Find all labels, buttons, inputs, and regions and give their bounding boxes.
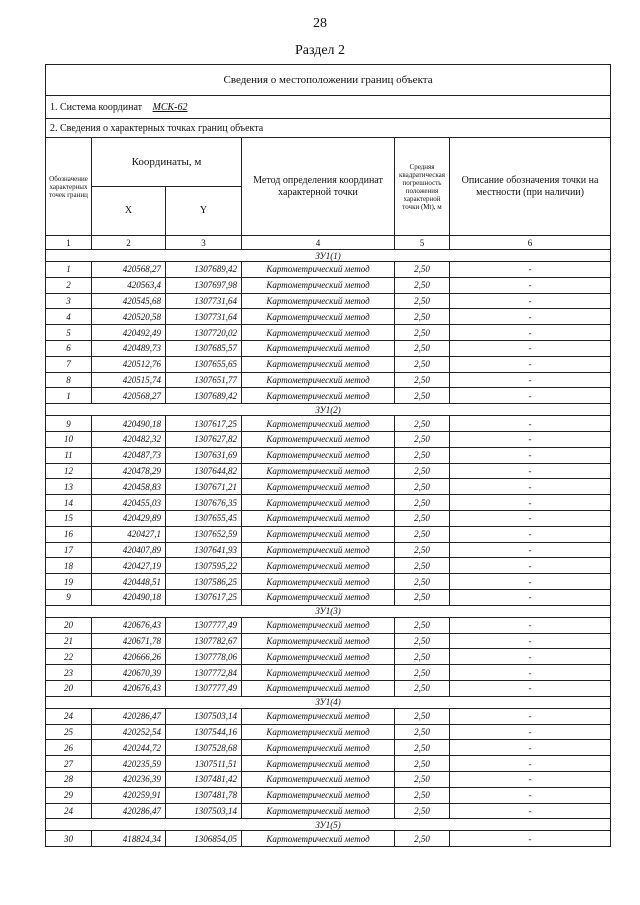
y-coordinate-cell: 1307772,84 — [166, 665, 242, 681]
y-coordinate-cell: 1307503,14 — [166, 708, 242, 724]
y-coordinate-cell: 1307617,25 — [166, 589, 242, 605]
y-coordinate-cell: 1307676,35 — [166, 495, 242, 511]
parcel-group-label: ЗУ1(4) — [46, 696, 611, 708]
description-cell: - — [450, 431, 611, 447]
point-id-cell: 4 — [46, 309, 92, 325]
description-cell: - — [450, 558, 611, 574]
header-x: X — [92, 187, 166, 236]
table-row — [46, 495, 611, 511]
point-id-cell: 28 — [46, 771, 92, 787]
method-cell: Картометрический метод — [242, 431, 395, 447]
method-cell: Картометрический метод — [242, 756, 395, 772]
rms-cell: 2,50 — [395, 372, 450, 388]
x-coordinate-cell: 420568,27 — [92, 388, 166, 404]
method-cell: Картометрический метод — [242, 463, 395, 479]
y-coordinate-cell: 1307731,64 — [166, 309, 242, 325]
point-id-cell: 22 — [46, 649, 92, 665]
x-coordinate-cell: 420236,39 — [92, 771, 166, 787]
rms-cell: 2,50 — [395, 724, 450, 740]
header-point-id: Обозначение характерных точек границ — [46, 138, 92, 236]
rms-cell: 2,50 — [395, 309, 450, 325]
y-coordinate-cell: 1307481,78 — [166, 787, 242, 803]
method-cell: Картометрический метод — [242, 831, 395, 847]
y-coordinate-cell: 1307511,51 — [166, 756, 242, 772]
description-cell: - — [450, 526, 611, 542]
point-id-cell: 2 — [46, 277, 92, 293]
point-id-cell: 24 — [46, 803, 92, 819]
method-cell: Картометрический метод — [242, 262, 395, 278]
y-coordinate-cell: 1307689,42 — [166, 388, 242, 404]
x-coordinate-cell: 420670,39 — [92, 665, 166, 681]
method-cell: Картометрический метод — [242, 589, 395, 605]
description-cell: - — [450, 665, 611, 681]
coord-system-value: МСК-62 — [152, 101, 188, 113]
x-coordinate-cell: 420286,47 — [92, 803, 166, 819]
y-coordinate-cell: 1307731,64 — [166, 293, 242, 309]
description-cell: - — [450, 724, 611, 740]
point-id-cell: 10 — [46, 431, 92, 447]
point-id-cell: 16 — [46, 526, 92, 542]
point-id-cell: 3 — [46, 293, 92, 309]
description-cell: - — [450, 293, 611, 309]
parcel-group-row — [46, 819, 611, 831]
y-coordinate-cell: 1307631,69 — [166, 447, 242, 463]
rms-cell: 2,50 — [395, 416, 450, 432]
table-row — [46, 447, 611, 463]
table-row — [46, 277, 611, 293]
y-coordinate-cell: 1307641,93 — [166, 542, 242, 558]
method-cell: Картометрический метод — [242, 803, 395, 819]
point-id-cell: 27 — [46, 756, 92, 772]
y-coordinate-cell: 1307544,16 — [166, 724, 242, 740]
table-row — [46, 665, 611, 681]
method-cell: Картометрический метод — [242, 325, 395, 341]
point-id-cell: 12 — [46, 463, 92, 479]
description-cell: - — [450, 372, 611, 388]
y-coordinate-cell: 1307685,57 — [166, 340, 242, 356]
rms-cell: 2,50 — [395, 542, 450, 558]
x-coordinate-cell: 420455,03 — [92, 495, 166, 511]
point-id-cell: 20 — [46, 617, 92, 633]
rms-cell: 2,50 — [395, 665, 450, 681]
rms-cell: 2,50 — [395, 293, 450, 309]
method-cell: Картометрический метод — [242, 356, 395, 372]
point-id-cell: 20 — [46, 680, 92, 696]
point-id-cell: 9 — [46, 589, 92, 605]
col-number: 6 — [450, 236, 611, 250]
description-cell: - — [450, 617, 611, 633]
point-id-cell: 25 — [46, 724, 92, 740]
method-cell: Картометрический метод — [242, 372, 395, 388]
x-coordinate-cell: 420235,59 — [92, 756, 166, 772]
method-cell: Картометрический метод — [242, 479, 395, 495]
description-cell: - — [450, 649, 611, 665]
description-cell: - — [450, 356, 611, 372]
table-row — [46, 771, 611, 787]
y-coordinate-cell: 1307655,65 — [166, 356, 242, 372]
x-coordinate-cell: 420427,19 — [92, 558, 166, 574]
x-coordinate-cell: 420515,74 — [92, 372, 166, 388]
point-id-cell: 1 — [46, 388, 92, 404]
rms-cell: 2,50 — [395, 447, 450, 463]
rms-cell: 2,50 — [395, 356, 450, 372]
rms-cell: 2,50 — [395, 633, 450, 649]
col-number: 4 — [242, 236, 395, 250]
x-coordinate-cell: 420676,43 — [92, 680, 166, 696]
y-coordinate-cell: 1307644,82 — [166, 463, 242, 479]
method-cell: Картометрический метод — [242, 526, 395, 542]
table-row — [46, 325, 611, 341]
description-cell: - — [450, 542, 611, 558]
rms-cell: 2,50 — [395, 558, 450, 574]
col-number: 3 — [166, 236, 242, 250]
description-cell: - — [450, 463, 611, 479]
y-coordinate-cell: 1307617,25 — [166, 416, 242, 432]
rms-cell: 2,50 — [395, 340, 450, 356]
description-cell: - — [450, 831, 611, 847]
y-coordinate-cell: 1307586,25 — [166, 574, 242, 590]
y-coordinate-cell: 1307689,42 — [166, 262, 242, 278]
point-id-cell: 30 — [46, 831, 92, 847]
header-rms: Средняя квадратическая погрешность положения характерной точки (Mt), м — [395, 138, 450, 236]
rms-cell: 2,50 — [395, 495, 450, 511]
y-coordinate-cell: 1307778,06 — [166, 649, 242, 665]
description-cell: - — [450, 416, 611, 432]
table-row — [46, 510, 611, 526]
y-coordinate-cell: 1307655,45 — [166, 510, 242, 526]
method-cell: Картометрический метод — [242, 617, 395, 633]
point-id-cell: 15 — [46, 510, 92, 526]
table-row — [46, 633, 611, 649]
point-id-cell: 9 — [46, 416, 92, 432]
rms-cell: 2,50 — [395, 388, 450, 404]
method-cell: Картометрический метод — [242, 649, 395, 665]
method-cell: Картометрический метод — [242, 665, 395, 681]
point-id-cell: 17 — [46, 542, 92, 558]
description-cell: - — [450, 325, 611, 341]
method-cell: Картометрический метод — [242, 340, 395, 356]
method-cell: Картометрический метод — [242, 416, 395, 432]
x-coordinate-cell: 420448,51 — [92, 574, 166, 590]
description-cell: - — [450, 740, 611, 756]
description-cell: - — [450, 388, 611, 404]
col-number: 5 — [395, 236, 450, 250]
parcel-group-label: ЗУ1(2) — [46, 404, 611, 416]
table-row — [46, 803, 611, 819]
description-cell: - — [450, 633, 611, 649]
x-coordinate-cell: 420407,89 — [92, 542, 166, 558]
table-row — [46, 309, 611, 325]
point-id-cell: 26 — [46, 740, 92, 756]
table-row — [46, 416, 611, 432]
x-coordinate-cell: 420568,27 — [92, 262, 166, 278]
description-cell: - — [450, 447, 611, 463]
point-id-cell: 29 — [46, 787, 92, 803]
description-cell: - — [450, 510, 611, 526]
x-coordinate-cell: 420666,26 — [92, 649, 166, 665]
y-coordinate-cell: 1307652,59 — [166, 526, 242, 542]
table-row — [46, 680, 611, 696]
x-coordinate-cell: 420429,89 — [92, 510, 166, 526]
method-cell: Картометрический метод — [242, 309, 395, 325]
table-row — [46, 649, 611, 665]
rms-cell: 2,50 — [395, 431, 450, 447]
table-row — [46, 542, 611, 558]
x-coordinate-cell: 420244,72 — [92, 740, 166, 756]
method-cell: Картометрический метод — [242, 388, 395, 404]
table-row — [46, 526, 611, 542]
method-cell: Картометрический метод — [242, 293, 395, 309]
method-cell: Картометрический метод — [242, 680, 395, 696]
rms-cell: 2,50 — [395, 740, 450, 756]
description-cell: - — [450, 277, 611, 293]
rms-cell: 2,50 — [395, 831, 450, 847]
description-cell: - — [450, 309, 611, 325]
x-coordinate-cell: 420286,47 — [92, 708, 166, 724]
point-id-cell: 19 — [46, 574, 92, 590]
method-cell: Картометрический метод — [242, 787, 395, 803]
description-cell: - — [450, 680, 611, 696]
parcel-group-row — [46, 250, 611, 262]
point-id-cell: 1 — [46, 262, 92, 278]
x-coordinate-cell: 420676,43 — [92, 617, 166, 633]
y-coordinate-cell: 1307777,49 — [166, 617, 242, 633]
table-row — [46, 558, 611, 574]
table-row — [46, 617, 611, 633]
y-coordinate-cell: 1307627,82 — [166, 431, 242, 447]
x-coordinate-cell: 420482,32 — [92, 431, 166, 447]
table-row — [46, 293, 611, 309]
section-title: Раздел 2 — [294, 43, 346, 58]
y-coordinate-cell: 1307777,49 — [166, 680, 242, 696]
method-cell: Картометрический метод — [242, 574, 395, 590]
description-cell: - — [450, 787, 611, 803]
y-coordinate-cell: 1307528,68 — [166, 740, 242, 756]
x-coordinate-cell: 420259,91 — [92, 787, 166, 803]
table-row — [46, 724, 611, 740]
parcel-group-label: ЗУ1(1) — [46, 250, 611, 262]
rms-cell: 2,50 — [395, 510, 450, 526]
x-coordinate-cell: 420563,4 — [92, 277, 166, 293]
y-coordinate-cell: 1306854,05 — [166, 831, 242, 847]
table-row — [46, 340, 611, 356]
method-cell: Картометрический метод — [242, 724, 395, 740]
parcel-group-label: ЗУ1(3) — [46, 605, 611, 617]
boundary-table — [45, 64, 611, 847]
col-number: 1 — [46, 236, 92, 250]
x-coordinate-cell: 420458,83 — [92, 479, 166, 495]
y-coordinate-cell: 1307671,21 — [166, 479, 242, 495]
description-cell: - — [450, 589, 611, 605]
rms-cell: 2,50 — [395, 756, 450, 772]
x-coordinate-cell: 420490,18 — [92, 589, 166, 605]
x-coordinate-cell: 420492,49 — [92, 325, 166, 341]
rms-cell: 2,50 — [395, 526, 450, 542]
description-cell: - — [450, 262, 611, 278]
method-cell: Картометрический метод — [242, 542, 395, 558]
y-coordinate-cell: 1307782,67 — [166, 633, 242, 649]
x-coordinate-cell: 418824,34 — [92, 831, 166, 847]
description-cell: - — [450, 708, 611, 724]
table-row — [46, 589, 611, 605]
coord-system-row — [46, 96, 611, 119]
x-coordinate-cell: 420487,73 — [92, 447, 166, 463]
description-cell: - — [450, 756, 611, 772]
method-cell: Картометрический метод — [242, 447, 395, 463]
point-id-cell: 8 — [46, 372, 92, 388]
rms-cell: 2,50 — [395, 787, 450, 803]
table-row — [46, 787, 611, 803]
description-cell: - — [450, 771, 611, 787]
x-coordinate-cell: 420520,58 — [92, 309, 166, 325]
method-cell: Картометрический метод — [242, 510, 395, 526]
points-title: 2. Сведения о характерных точках границ объекта — [46, 119, 611, 138]
header-description: Описание обозначения точки на местности (при наличии) — [450, 138, 611, 236]
col-number: 2 — [92, 236, 166, 250]
point-id-cell: 5 — [46, 325, 92, 341]
parcel-group-row — [46, 605, 611, 617]
rms-cell: 2,50 — [395, 325, 450, 341]
point-id-cell: 21 — [46, 633, 92, 649]
x-coordinate-cell: 420489,73 — [92, 340, 166, 356]
description-cell: - — [450, 495, 611, 511]
banner-title: Сведения о местоположении границ объекта — [46, 65, 611, 96]
point-id-cell: 7 — [46, 356, 92, 372]
x-coordinate-cell: 420512,76 — [92, 356, 166, 372]
y-coordinate-cell: 1307503,14 — [166, 803, 242, 819]
x-coordinate-cell: 420671,78 — [92, 633, 166, 649]
parcel-group-row — [46, 404, 611, 416]
x-coordinate-cell: 420427,1 — [92, 526, 166, 542]
method-cell: Картометрический метод — [242, 740, 395, 756]
method-cell: Картометрический метод — [242, 558, 395, 574]
rms-cell: 2,50 — [395, 649, 450, 665]
method-cell: Картометрический метод — [242, 708, 395, 724]
point-id-cell: 14 — [46, 495, 92, 511]
rms-cell: 2,50 — [395, 574, 450, 590]
description-cell: - — [450, 803, 611, 819]
x-coordinate-cell: 420252,54 — [92, 724, 166, 740]
method-cell: Картометрический метод — [242, 771, 395, 787]
table-row — [46, 831, 611, 847]
parcel-group-label: ЗУ1(5) — [46, 819, 611, 831]
header-coords: Координаты, м — [92, 138, 242, 187]
rms-cell: 2,50 — [395, 277, 450, 293]
table-row — [46, 356, 611, 372]
description-cell: - — [450, 479, 611, 495]
description-cell: - — [450, 574, 611, 590]
x-coordinate-cell: 420490,18 — [92, 416, 166, 432]
point-id-cell: 11 — [46, 447, 92, 463]
table-row — [46, 756, 611, 772]
table-row — [46, 463, 611, 479]
table-row — [46, 388, 611, 404]
rms-cell: 2,50 — [395, 463, 450, 479]
point-id-cell: 13 — [46, 479, 92, 495]
description-cell: - — [450, 340, 611, 356]
point-id-cell: 18 — [46, 558, 92, 574]
table-row — [46, 708, 611, 724]
method-cell: Картометрический метод — [242, 495, 395, 511]
y-coordinate-cell: 1307481,42 — [166, 771, 242, 787]
y-coordinate-cell: 1307720,02 — [166, 325, 242, 341]
header-y: Y — [166, 187, 242, 236]
method-cell: Картометрический метод — [242, 633, 395, 649]
rms-cell: 2,50 — [395, 803, 450, 819]
point-id-cell: 6 — [46, 340, 92, 356]
method-cell: Картометрический метод — [242, 277, 395, 293]
parcel-group-row — [46, 696, 611, 708]
rms-cell: 2,50 — [395, 708, 450, 724]
table-row — [46, 574, 611, 590]
table-row — [46, 262, 611, 278]
page-number: 28 — [313, 16, 327, 31]
rms-cell: 2,50 — [395, 617, 450, 633]
y-coordinate-cell: 1307595,22 — [166, 558, 242, 574]
table-row — [46, 740, 611, 756]
point-id-cell: 23 — [46, 665, 92, 681]
coord-system-label: 1. Система координат — [50, 101, 143, 113]
x-coordinate-cell: 420478,29 — [92, 463, 166, 479]
y-coordinate-cell: 1307697,98 — [166, 277, 242, 293]
header-method: Метод определения координат характерной точки — [242, 138, 395, 236]
y-coordinate-cell: 1307651,77 — [166, 372, 242, 388]
rms-cell: 2,50 — [395, 262, 450, 278]
table-row — [46, 372, 611, 388]
rms-cell: 2,50 — [395, 680, 450, 696]
x-coordinate-cell: 420545,68 — [92, 293, 166, 309]
point-id-cell: 24 — [46, 708, 92, 724]
rms-cell: 2,50 — [395, 479, 450, 495]
table-row — [46, 479, 611, 495]
rms-cell: 2,50 — [395, 771, 450, 787]
table-row — [46, 431, 611, 447]
rms-cell: 2,50 — [395, 589, 450, 605]
